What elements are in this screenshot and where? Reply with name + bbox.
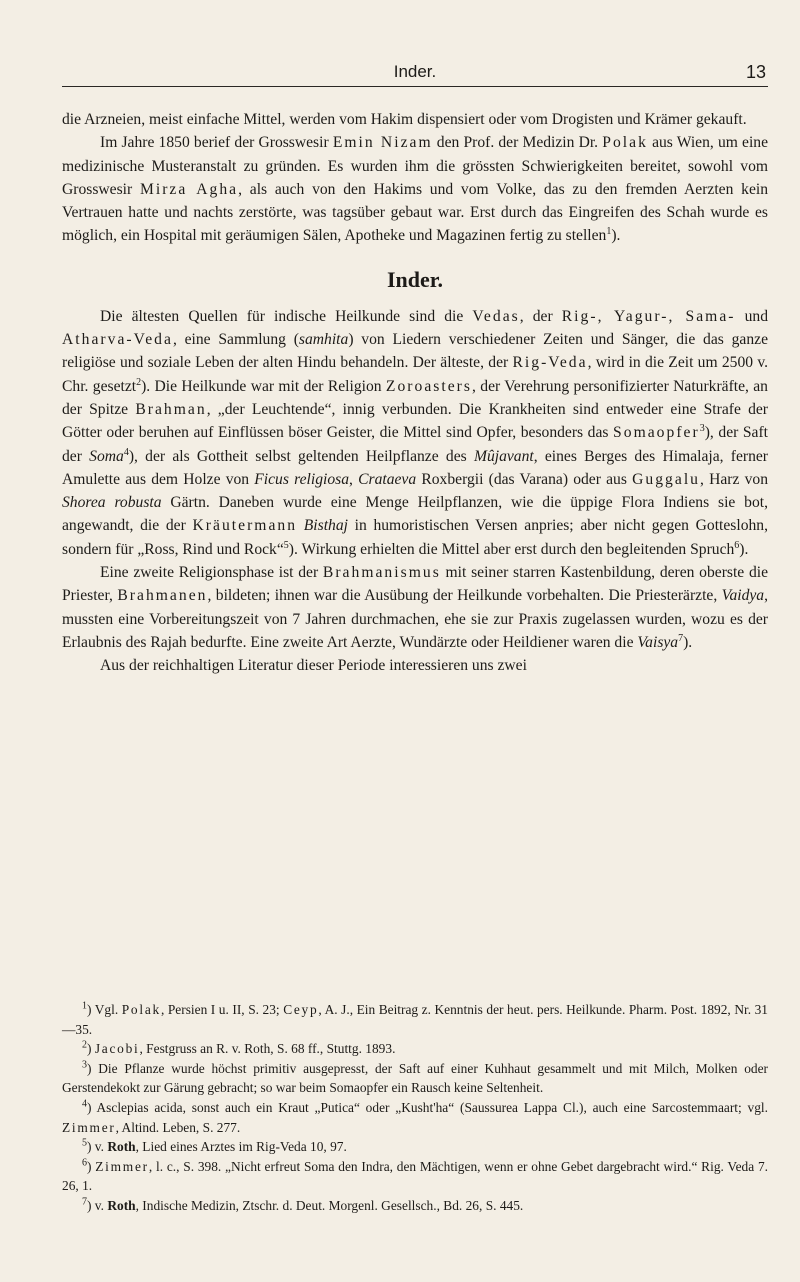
footnote-ref: 7 bbox=[678, 632, 684, 644]
text-run: den Prof. der Medizin Dr. bbox=[432, 134, 603, 152]
footnote-number: 5 bbox=[82, 1137, 87, 1149]
footnote-ref: 3 bbox=[699, 423, 705, 435]
text-run: , Indische Medizin, Ztschr. d. Deut. Morgenl. Gesellsch., Bd. 26, S. 445. bbox=[135, 1197, 524, 1213]
footnote bbox=[62, 1137, 768, 1157]
text-run: , mussten eine Vorbereitungszeit von 7 Jahren durchmachen, ehe sie zur Praxis zugelassen wurden, wozu es der Erlaubnis des Rajah bedurfte. Eine zweite Art Aerzte, Wundärzte oder Heildiener waren die bbox=[62, 587, 769, 651]
page-number: 13 bbox=[745, 62, 766, 82]
text-run: ) von Liedern verschiedener Zeiten und Sänger, die das ganze religiöse und soziale Leben der alten Hindu behandeln. Der älteste, der bbox=[62, 331, 768, 372]
italic-term: Soma bbox=[89, 447, 124, 465]
footnote-number: 3 bbox=[82, 1059, 87, 1071]
text-run: ), der als Gottheit selbst geltenden Heilpflanze des bbox=[128, 447, 474, 465]
text-run: , bbox=[349, 470, 359, 488]
book-page bbox=[62, 0, 768, 1282]
bold-name: Roth bbox=[107, 1139, 136, 1155]
text-run: ). bbox=[683, 633, 693, 651]
text-run: Gärtn. Daneben wurde eine Menge Heilpflanzen, wie die üppige Flora Indiens sie bot, angewandt, die der bbox=[62, 494, 768, 535]
spaced-name: Emin Nizam bbox=[332, 134, 433, 152]
spaced-name: Jacobi bbox=[94, 1041, 140, 1057]
spaced-name: Zimmer bbox=[95, 1158, 149, 1174]
spaced-name: Mirza Agha bbox=[139, 180, 239, 198]
text-run: ) bbox=[87, 1158, 96, 1174]
text-run: Im Jahre 1850 berief der Grosswesir bbox=[100, 134, 333, 152]
text-run: Die ältesten Quellen für indische Heilkunde sind die bbox=[100, 307, 473, 325]
text-run: , Harz von bbox=[700, 470, 768, 488]
running-head bbox=[62, 62, 768, 87]
text-run: ) bbox=[87, 1041, 95, 1057]
text-run: und bbox=[735, 307, 768, 325]
bold-name: Roth bbox=[107, 1197, 136, 1213]
text-run: in humoristischen Versen anpries; aber nicht gegen Gotteslohn, sondern für „Ross, Rind und Rock“ bbox=[62, 517, 768, 558]
footnote-number: 4 bbox=[82, 1098, 87, 1110]
running-head-title: Inder. bbox=[393, 62, 437, 81]
spaced-name: Kräutermann bbox=[192, 517, 298, 535]
spaced-name: Guggalu bbox=[632, 470, 701, 488]
spaced-name: Somaopfer bbox=[613, 424, 700, 442]
text-run: ) Vgl. bbox=[87, 1002, 122, 1017]
paragraph bbox=[62, 654, 768, 677]
text-run: ) Die Pflanze wurde höchst primitiv ausgepresst, der Saft auf einer Kuhhaut gesammelt und mit Milch, Molken oder Gerstendekokt zur Gärung gebracht; so war beim Somaopfer ein Rausch keine Seltenheit. bbox=[62, 1060, 768, 1096]
footnote bbox=[62, 1059, 768, 1098]
footnote-ref: 1 bbox=[606, 226, 612, 238]
footnote-number: 1 bbox=[82, 1000, 87, 1012]
section-title: Inder. bbox=[386, 266, 444, 292]
section-text bbox=[62, 305, 768, 678]
text-run: aus Wien, um eine medizinische Musteranstalt zu gründen. Es wurden ihm die grössten Schwierigkeiten bereitet, sowohl vom Grosswesir bbox=[62, 134, 769, 198]
spaced-name: Zimmer bbox=[62, 1119, 116, 1135]
text-run: , Persien I u. II, S. 23; bbox=[160, 1002, 284, 1017]
spaced-name: Rig-, Yagur-, Sama- bbox=[561, 307, 736, 325]
spaced-name: Zoroasters bbox=[385, 377, 473, 395]
footnote-number: 6 bbox=[82, 1157, 87, 1169]
spaced-name: Brahmanen bbox=[117, 587, 208, 605]
text-run: ) v. bbox=[87, 1197, 108, 1213]
footnote bbox=[62, 1157, 768, 1196]
text-run: , Lied eines Arztes im Rig-Veda 10, 97. bbox=[135, 1139, 347, 1155]
paragraph bbox=[62, 108, 768, 131]
spaced-name: Brahman bbox=[135, 400, 207, 418]
spaced-name: Polak bbox=[121, 1002, 161, 1017]
text-run: , eines Berges des Himalaja, ferner Amulette aus dem Holze von bbox=[62, 447, 768, 488]
footnote bbox=[62, 1039, 768, 1059]
footnotes bbox=[62, 1000, 768, 1216]
footnote-ref: 5 bbox=[283, 539, 289, 551]
text-run: ) v. bbox=[87, 1139, 108, 1155]
text-run: Eine zweite Religionsphase ist der bbox=[100, 564, 323, 582]
italic-term: Mûjavant bbox=[473, 447, 534, 465]
text-run: , der bbox=[519, 307, 562, 325]
spaced-name: Vedas bbox=[472, 307, 520, 325]
text-run: ). bbox=[739, 540, 749, 558]
footnote-number: 7 bbox=[82, 1196, 87, 1208]
paragraph bbox=[62, 131, 768, 247]
footnote-ref: 6 bbox=[734, 539, 740, 551]
text-run: ) Asclepias acida, sonst auch ein Kraut „Putica“ oder „Kusht'ha“ (Saussurea Lappa Cl.), auch eine Sarcostemmaart; vgl. bbox=[87, 1099, 768, 1115]
text-run: mit seiner starren Kastenbildung, deren oberste die Priester, bbox=[62, 564, 769, 605]
footnote bbox=[62, 1098, 768, 1137]
text-run: , l. c., S. 398. „Nicht erfreut Soma den Indra, den Mächtigen, wenn er ohne Gebet dargebracht wird.“ Rig. Veda 7. 26, 1. bbox=[62, 1158, 768, 1194]
text-run: , der Verehrung personifizierter Naturkräfte, an der Spitze bbox=[62, 377, 768, 418]
text-run: Roxbergii (das Varana) oder aus bbox=[416, 470, 633, 488]
spaced-name: Brahmanismus bbox=[322, 564, 441, 582]
text-run: ). bbox=[611, 227, 621, 245]
italic-term: samhita bbox=[298, 331, 349, 349]
footnote-ref: 4 bbox=[123, 446, 129, 458]
text-run: , bildeten; ihnen war die Ausübung der Heilkunde vorbehalten. Die Priesterärzte, bbox=[207, 587, 722, 605]
text-run: die Arzneien, meist einfache Mittel, werden vom Hakim dispensiert oder vom Drogisten und Krämer gekauft. bbox=[62, 111, 747, 128]
text-run: , wird in die Zeit um 2500 v. Chr. gesetzt bbox=[62, 354, 769, 395]
paragraph bbox=[62, 305, 768, 561]
italic-term: Bisthaj bbox=[303, 517, 348, 535]
page-body bbox=[62, 108, 768, 678]
footnote bbox=[62, 1196, 768, 1216]
text-run: ). Wirkung erhielten die Mittel aber erst durch den begleitenden Spruch bbox=[288, 540, 735, 558]
intro-text bbox=[62, 108, 768, 248]
text-run: Aus der reichhaltigen Literatur dieser Periode interessieren uns zwei bbox=[100, 657, 527, 675]
text-run: , „der Leuchtende“, innig verbunden. Die Krankheiten sind entweder eine Strafe der Götter oder beruhen auf Einflüssen böser Geister, die Mittel sind Opfer, besonders das bbox=[62, 400, 768, 442]
footnote-ref: 2 bbox=[136, 376, 142, 388]
spaced-name: Ceyp bbox=[283, 1002, 319, 1017]
text-run: ), der Saft der bbox=[62, 424, 769, 465]
italic-term: Vaisya bbox=[637, 633, 679, 651]
text-run: , eine Sammlung ( bbox=[172, 331, 299, 349]
footnote bbox=[62, 1000, 768, 1039]
italic-term: Ficus religiosa bbox=[254, 470, 349, 488]
text-run: , als auch von den Hakims und vom Volke, das zu den fremden Aerzten kein Vertrauen hatte und nachts zerstörte, was tagsüber gebaut war. Erst durch das Eingreifen des Schah wurde es möglich, ein Hospital mit geräumigen Sälen, Apotheke und Magazinen fertig zu stellen bbox=[62, 180, 768, 245]
spaced-name: Atharva-Veda bbox=[62, 331, 173, 349]
italic-term: Vaidya bbox=[721, 587, 765, 605]
text-run: , Festgruss an R. v. Roth, S. 68 ff., Stuttg. 1893. bbox=[139, 1041, 396, 1057]
text-run bbox=[297, 517, 304, 534]
paragraph bbox=[62, 561, 768, 654]
italic-term: Shorea robusta bbox=[62, 494, 162, 512]
spaced-name: Polak bbox=[602, 134, 648, 152]
italic-term: Crataeva bbox=[358, 470, 417, 488]
spaced-name: Rig-Veda bbox=[512, 354, 588, 372]
text-run: , A. J., Ein Beitrag z. Kenntnis der heut. pers. Heilkunde. Pharm. Post. 1892, Nr. 31—35. bbox=[62, 1002, 768, 1037]
text-run: ). Die Heilkunde war mit der Religion bbox=[141, 377, 386, 395]
text-run: , Altind. Leben, S. 277. bbox=[115, 1119, 241, 1135]
footnote-number: 2 bbox=[82, 1039, 87, 1051]
